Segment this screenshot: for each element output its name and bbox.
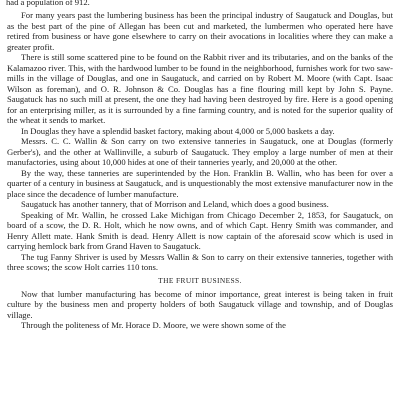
section-heading: THE FRUIT BUSINESS.	[158, 275, 242, 285]
paragraph-fruit-culture: Now that lumber manufacturing has become of minor importance, great interest is being taken in fruit culture by the business men and property holders of both Saugatuck village and township, and of Douglas village.	[7, 288, 393, 320]
paragraph-morrison-leland: Saugatuck has another tannery, that of Morrison and Leland, which does a good business.	[21, 199, 329, 209]
paragraph-lumbering: For many years past the lumbering business has been the principal industry of Saugatuck and Douglas, but as the best part of the pine of Allegan has been cut and marketed, the lumbermen who operated here have retired from business or have gone elsewhere to carry on their avocations in localities where they can make a greater profit.	[7, 10, 393, 52]
continued-line: had a population of 912.	[6, 0, 90, 7]
paragraph-tug-fanny-shriver: The tug Fanny Shriver is used by Messrs Wallin & Son to carry on their extensive tanneries, together with three scows; the scow Holt carries 110 tons.	[7, 251, 393, 272]
body-text	[7, 10, 393, 331]
paragraph-basket-factory: In Douglas they have a splendid basket factory, making about 4,000 or 5,000 baskets a day.	[21, 125, 335, 136]
paragraph-horace-moore: Through the politeness of Mr. Horace D. Moore, we were shown some of the	[21, 320, 286, 330]
paragraph-mills: There is still some scattered pine to be found on the Rabbit river and its tributaries, and on the banks of the Kalamazoo river. This, with the hardwood lumber to be found in the neighborhood, furnishes work for two saw-mills in the village of Douglas, and one in Saugatuck, and carried on by Robert M. Moore (with Capt. Isaac Wilson as foreman), and O. R. Johnson & Co. Douglas has a fine flouring mill kept by John S. Payne. Saugatuck has no such mill at present, the one they had having been destroyed by fire. Here is a good opening for an enterprising miller, as it is surrounded by a fine farming country, and is noted for the superior quality of the wheat it sends to market.	[7, 52, 393, 125]
paragraph-scow-holt: Speaking of Mr. Wallin, he crossed Lake Michigan from Chicago December 2, 1853, for Saugatuck, on board of a scow, the D. R. Holt, which he now owns, and of which Capt. Henry Smith was commander, and Henry Allett mate. Hank Smith is dead. Henry Allett is now captain of the aforesaid scow which is used in carrying hemlock bark from Grand Haven to Saugatuck.	[7, 209, 393, 251]
paragraph-wallin: By the way, these tanneries are superintended by the Hon. Franklin B. Wallin, who has been for over a quarter of a century in business at Saugatuck, and is unquestionably the most extensive manufacturer now in the place since the decadence of lumber manufacture.	[7, 167, 393, 199]
paragraph-tanneries: Messrs. C. C. Wallin & Son carry on two extensive tanneries in Saugatuck, one at Douglas (formerly Gerber's), and the other at Wallinville, a suburb of Saugatuck. They employ a large number of men at their manufactories, using about 10,000 hides at one of their tanneries yearly, and 20,000 at the other.	[7, 136, 393, 167]
